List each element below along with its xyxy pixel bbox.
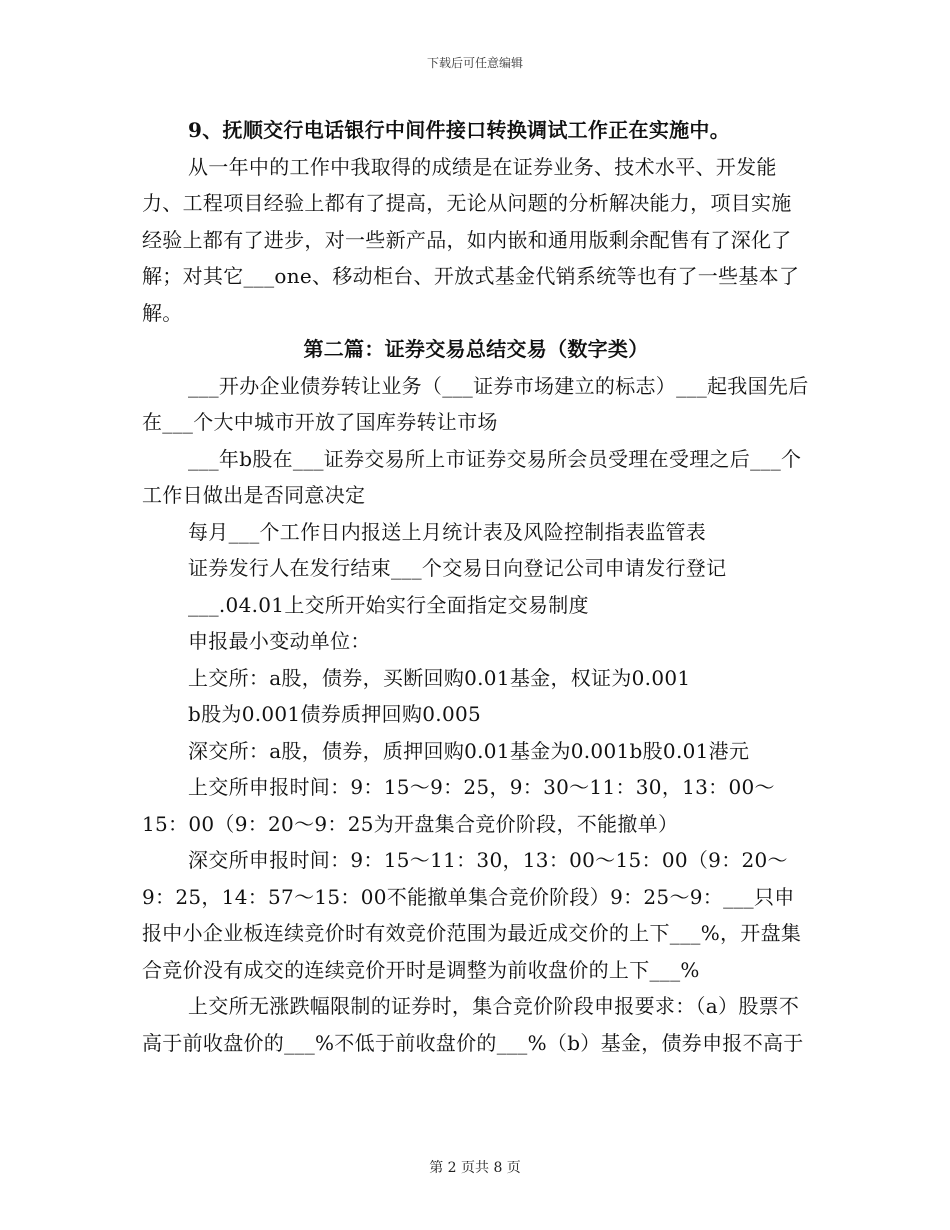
paragraph-monthly-report: 每月___个工作日内报送上月统计表及风险控制指表监管表	[188, 519, 707, 544]
list-item-9: 9、抚顺交行电话银行中间件接口转换调试工作正在实施中。	[188, 118, 731, 142]
paragraph-b-share-listing: ___年b股在___证券交易所上市证券交易所会员受理在受理之后___个工作日做出是否同意决定	[142, 446, 802, 507]
document-body	[142, 112, 810, 1061]
paragraph-issuance-registration: 证券发行人在发行结束___个交易日向登记公司申请发行登记	[188, 556, 727, 580]
page-header: 下载后可任意编辑	[426, 56, 523, 70]
paragraph-b-share-tick: b股为0.001债券质押回购0.005	[188, 702, 482, 726]
paragraph-min-tick-heading: 申报最小变动单位：	[188, 629, 371, 653]
paragraph-bond-transfer: ___开办企业债券转让业务（___证券市场建立的标志）___起我国先后在___个大中城市开放了国库券转让市场	[142, 373, 809, 434]
paragraph-sse-no-limit: 上交所无涨跌幅限制的证券时，集合竞价阶段申报要求：（a）股票不高于前收盘价的___%不低于前收盘价的___%（b）基金，债券申报不高于	[142, 994, 804, 1055]
paragraph-designated-trading: ___.04.01上交所开始实行全面指定交易制度	[188, 592, 589, 617]
paragraph-szse-hours: 深交所申报时间：9：15～11：30，13：00～15：00（9：20～9：25，14：57～15：00不能撤单集合竞价阶段）9：25～9：___只申报中小企业板连续竞价时有效竞价范围为最近成交价的上下___%，开盘集合竞价没有成交的连续竞价开时是调整为前收盘价的上下___%	[142, 848, 802, 982]
section-title: 第二篇：证券交易总结交易（数字类）	[303, 337, 649, 361]
paragraph-sse-tick: 上交所：a股，债券，买断回购0.01基金，权证为0.001	[188, 665, 691, 690]
work-summary-paragraph: 从一年中的工作中我取得的成绩是在证券业务、技术水平、开发能力、工程项目经验上都有了提高，无论从问题的分析解决能力，项目实施经验上都有了进步，对一些新产品，如内嵌和通用版剩余配售有了深化了解；对其它___one、移动柜台、开放式基金代销系统等也有了一些基本了解。	[142, 154, 800, 325]
page-footer: 第 2 页共 8 页	[429, 1160, 521, 1176]
paragraph-sse-hours: 上交所申报时间：9：15～9：25，9：30～11：30，13：00～15：00（9：20～9：25为开盘集合竞价阶段，不能撤单）	[142, 775, 775, 836]
paragraph-szse-tick: 深交所：a股，债券，质押回购0.01基金为0.001b股0.01港元	[188, 738, 750, 763]
